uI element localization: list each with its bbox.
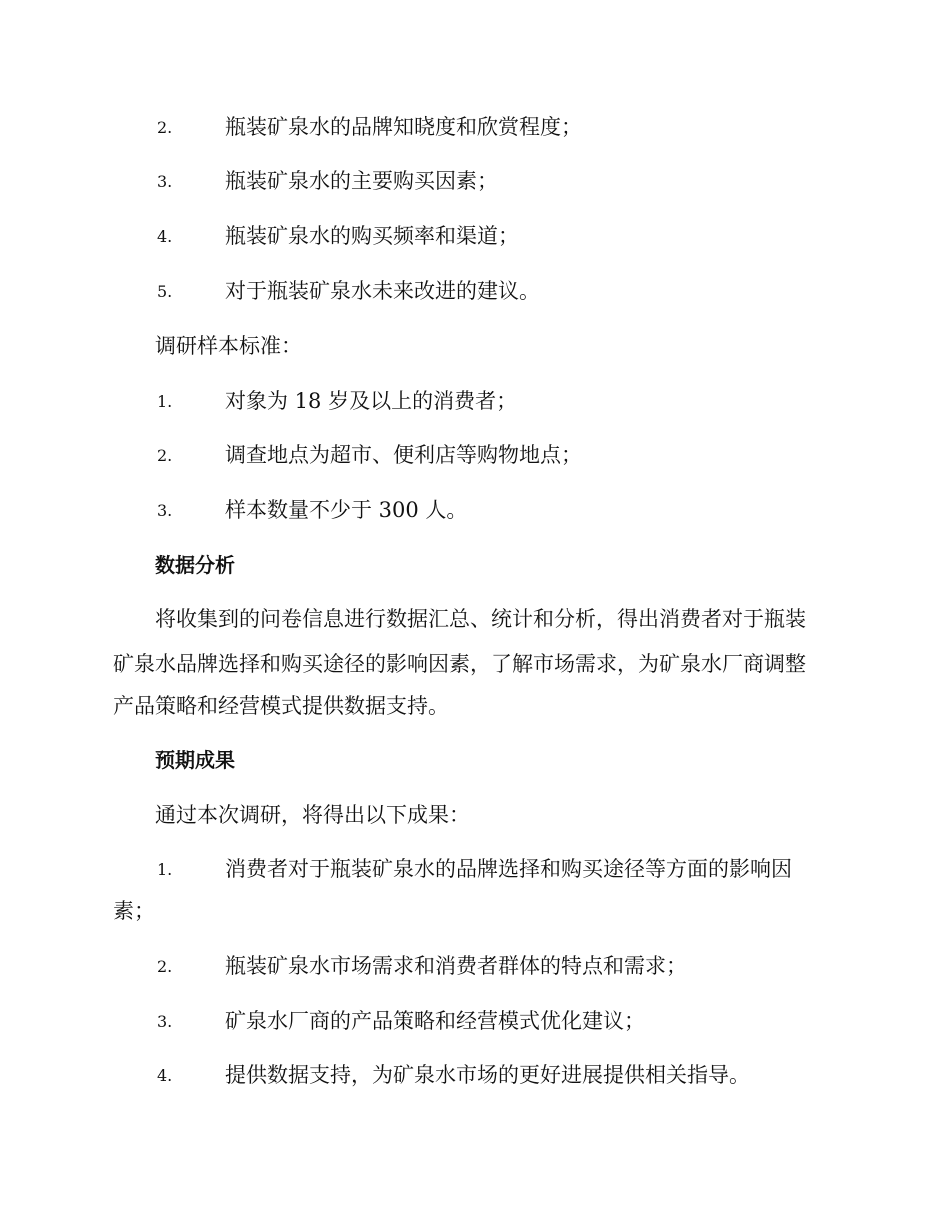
list-number: 3. (157, 1012, 173, 1031)
list-number: 2. (157, 957, 173, 976)
list-item-text: 瓶装矿泉水的品牌知晓度和欣赏程度； (225, 115, 582, 139)
list-item-text-continued: 素； (113, 899, 155, 923)
list-number: 4. (157, 227, 173, 246)
list-number: 2. (157, 118, 173, 137)
section-heading-data-analysis: 数据分析 (155, 553, 235, 577)
list-number: 1. (157, 392, 173, 411)
list-number: 2. (157, 446, 173, 465)
list-number: 4. (157, 1066, 173, 1085)
list-item-text: 样本数量不少于 300 人。 (225, 498, 468, 522)
section-heading-expected-results: 预期成果 (155, 748, 235, 772)
list-number: 3. (157, 501, 173, 520)
paragraph-line: 矿泉水品牌选择和购买途径的影响因素，了解市场需求，为矿泉水厂商调整 (113, 652, 806, 676)
list-number: 1. (157, 860, 173, 879)
list-item-text: 提供数据支持，为矿泉水市场的更好进展提供相关指导。 (225, 1063, 750, 1087)
paragraph-line: 产品策略和经营模式提供数据支持。 (113, 694, 449, 718)
list-item-text: 调查地点为超市、便利店等购物地点； (225, 443, 582, 467)
expected-results-intro: 通过本次调研，将得出以下成果： (155, 803, 470, 827)
list-item-text: 对于瓶装矿泉水未来改进的建议。 (225, 279, 540, 303)
list-item-text: 矿泉水厂商的产品策略和经营模式优化建议； (225, 1009, 645, 1033)
list-item-text: 瓶装矿泉水的主要购买因素； (225, 169, 498, 193)
list-item-text: 对象为 18 岁及以上的消费者； (225, 389, 518, 413)
list-item-text: 瓶装矿泉水的购买频率和渠道； (225, 224, 519, 248)
list-item-text: 消费者对于瓶装矿泉水的品牌选择和购买途径等方面的影响因 (225, 857, 792, 881)
list-item-text: 瓶装矿泉水市场需求和消费者群体的特点和需求； (225, 954, 687, 978)
paragraph-line: 将收集到的问卷信息进行数据汇总、统计和分析，得出消费者对于瓶装 (155, 607, 806, 631)
list-number: 3. (157, 172, 173, 191)
list-number: 5. (157, 282, 173, 301)
sample-standard-label: 调研样本标准： (155, 334, 302, 358)
